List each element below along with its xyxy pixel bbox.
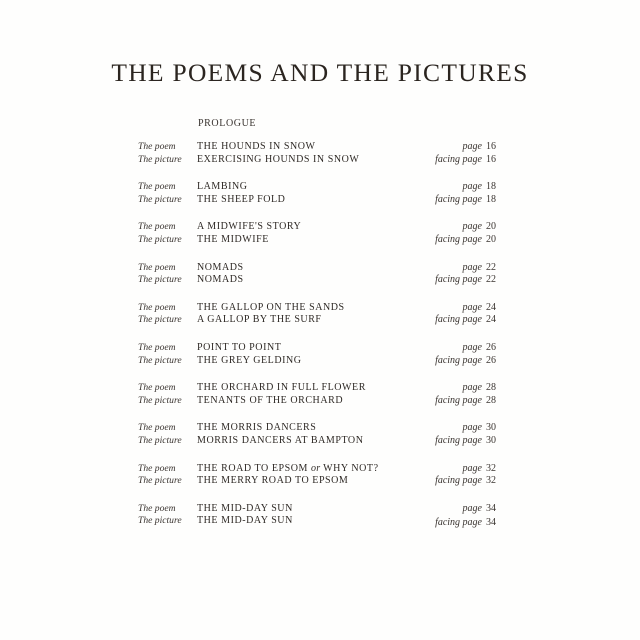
poem-line	[0, 181, 640, 194]
page-title: THE POEMS AND THE PICTURES	[111, 58, 529, 87]
poem-title: THE ORCHARD IN FULL FLOWER	[197, 382, 366, 394]
page-number: 16	[486, 141, 496, 152]
picture-page-ref	[435, 234, 496, 247]
contents-entry	[0, 181, 640, 221]
picture-label: The picture	[138, 434, 182, 446]
contents-entry	[0, 141, 640, 181]
picture-title: THE MIDWIFE	[197, 233, 269, 245]
poem-line	[0, 262, 640, 275]
picture-title: MORRIS DANCERS AT BAMPTON	[197, 434, 364, 446]
poem-title: A MIDWIFE'S STORY	[197, 221, 302, 233]
page-number: 30	[486, 422, 496, 434]
page-number: 32	[486, 462, 496, 474]
page-number: 18	[486, 193, 496, 205]
facing-page-label: facing page	[435, 517, 482, 529]
poem-label: The poem	[138, 462, 176, 474]
page-label: page	[462, 301, 482, 313]
poem-title: NOMADS	[197, 261, 244, 273]
facing-page-label: facing page	[435, 434, 482, 446]
picture-title: THE GREY GELDING	[197, 354, 302, 366]
picture-line	[0, 234, 640, 247]
facing-page-label: facing page	[435, 153, 482, 165]
picture-page-ref	[435, 154, 496, 167]
contents-entry	[0, 382, 640, 422]
page-number: 28	[486, 394, 496, 406]
poem-line	[0, 422, 640, 435]
facing-page-label: facing page	[435, 233, 482, 245]
picture-page-ref	[435, 435, 496, 448]
page-label: page	[462, 422, 482, 434]
picture-label: The picture	[138, 314, 182, 326]
picture-line	[0, 395, 640, 408]
contents-list	[0, 141, 640, 543]
page-number: 22	[486, 261, 496, 273]
page-number: 24	[486, 314, 496, 326]
poem-page-ref	[463, 342, 496, 355]
poem-title: THE MID-DAY SUN	[197, 502, 293, 514]
poem-line	[0, 382, 640, 395]
page-number: 34	[486, 517, 496, 529]
poem-line	[0, 141, 640, 154]
picture-line	[0, 475, 640, 488]
picture-label: The picture	[138, 193, 182, 205]
page-number: 32	[486, 475, 496, 487]
poem-line	[0, 342, 640, 355]
poem-page-ref	[463, 302, 496, 315]
contents-entry	[0, 503, 640, 543]
poem-page-ref	[463, 382, 496, 395]
picture-page-ref	[435, 355, 496, 368]
picture-line	[0, 314, 640, 327]
page-label: page	[462, 462, 482, 474]
poem-label: The poem	[138, 181, 176, 193]
contents-entry	[0, 422, 640, 462]
poem-page-ref	[463, 221, 496, 234]
poem-title-main: THE ROAD TO EPSOM	[197, 462, 308, 474]
poem-title-suffix: WHY NOT?	[323, 462, 379, 474]
picture-label: The picture	[138, 394, 182, 406]
poem-title: LAMBING	[197, 181, 248, 193]
page-number: 26	[486, 341, 496, 353]
picture-line	[0, 194, 640, 207]
poem-title: THE GALLOP ON THE SANDS	[197, 301, 345, 313]
page-number: 30	[486, 434, 496, 446]
picture-page-ref	[435, 395, 496, 408]
picture-line	[0, 274, 640, 287]
picture-label: The picture	[138, 515, 182, 527]
picture-label: The picture	[138, 274, 182, 286]
poem-line	[0, 221, 640, 234]
picture-page-ref	[435, 274, 496, 287]
poem-page-ref	[463, 262, 496, 275]
page-label: page	[462, 181, 482, 193]
picture-line	[0, 435, 640, 448]
facing-page-label: facing page	[435, 314, 482, 326]
page-number: 20	[486, 233, 496, 245]
poem-line	[0, 302, 640, 315]
poem-label: The poem	[138, 301, 176, 313]
picture-label: The picture	[138, 233, 182, 245]
page-label: page	[462, 502, 482, 514]
poem-label: The poem	[138, 382, 176, 394]
poem-page-ref	[463, 503, 496, 516]
page-number: 22	[486, 274, 496, 286]
picture-label: The picture	[138, 475, 182, 487]
contents-entry	[0, 463, 640, 503]
poem-label: The poem	[138, 141, 176, 152]
picture-page-ref	[435, 475, 496, 488]
page-number: 24	[486, 301, 496, 313]
prologue-heading: PROLOGUE	[198, 118, 257, 129]
picture-title: EXERCISING HOUNDS IN SNOW	[197, 153, 360, 165]
poem-label: The poem	[138, 422, 176, 434]
picture-label: The picture	[138, 354, 182, 366]
picture-title: A GALLOP BY THE SURF	[197, 314, 322, 326]
poem-line	[0, 503, 640, 516]
poem-label: The poem	[138, 341, 176, 353]
poem-page-ref	[463, 422, 496, 435]
poem-line	[0, 463, 640, 476]
poem-title: THE MORRIS DANCERS	[197, 422, 317, 434]
poem-label: The poem	[138, 502, 176, 514]
contents-entry	[0, 262, 640, 302]
picture-line	[0, 355, 640, 368]
facing-page-label: facing page	[435, 274, 482, 286]
facing-page-label: facing page	[435, 394, 482, 406]
facing-page-label: facing page	[435, 475, 482, 487]
poem-page-ref	[463, 463, 496, 476]
page-number: 26	[486, 354, 496, 366]
poem-title: THE HOUNDS IN SNOW	[197, 141, 316, 152]
page-number: 18	[486, 181, 496, 193]
page-label: page	[462, 261, 482, 273]
page-number: 16	[486, 153, 496, 165]
page-label: page	[462, 221, 482, 233]
picture-page-ref	[435, 517, 496, 530]
page-number: 34	[486, 502, 496, 514]
contents-entry	[0, 342, 640, 382]
page-label: page	[462, 341, 482, 353]
poem-title-or: or	[311, 462, 321, 474]
poem-title: POINT TO POINT	[197, 341, 282, 353]
page-number: 28	[486, 382, 496, 394]
picture-page-ref	[435, 194, 496, 207]
contents-entry	[0, 221, 640, 261]
picture-title: THE MERRY ROAD TO EPSOM	[197, 475, 349, 487]
picture-title: THE SHEEP FOLD	[197, 193, 286, 205]
picture-line	[0, 515, 640, 528]
poem-label: The poem	[138, 261, 176, 273]
page-label: page	[462, 382, 482, 394]
poem-page-ref	[463, 141, 496, 154]
poem-page-ref	[463, 181, 496, 194]
picture-title: THE MID-DAY SUN	[197, 515, 293, 527]
facing-page-label: facing page	[435, 354, 482, 366]
picture-title: NOMADS	[197, 274, 244, 286]
poem-title	[197, 463, 379, 476]
facing-page-label: facing page	[435, 193, 482, 205]
contents-entry	[0, 302, 640, 342]
poem-label: The poem	[138, 221, 176, 233]
picture-line	[0, 154, 640, 167]
picture-title: TENANTS OF THE ORCHARD	[197, 394, 344, 406]
picture-page-ref	[435, 314, 496, 327]
page-number: 20	[486, 221, 496, 233]
page-label: page	[462, 141, 482, 152]
picture-label: The picture	[138, 153, 182, 165]
